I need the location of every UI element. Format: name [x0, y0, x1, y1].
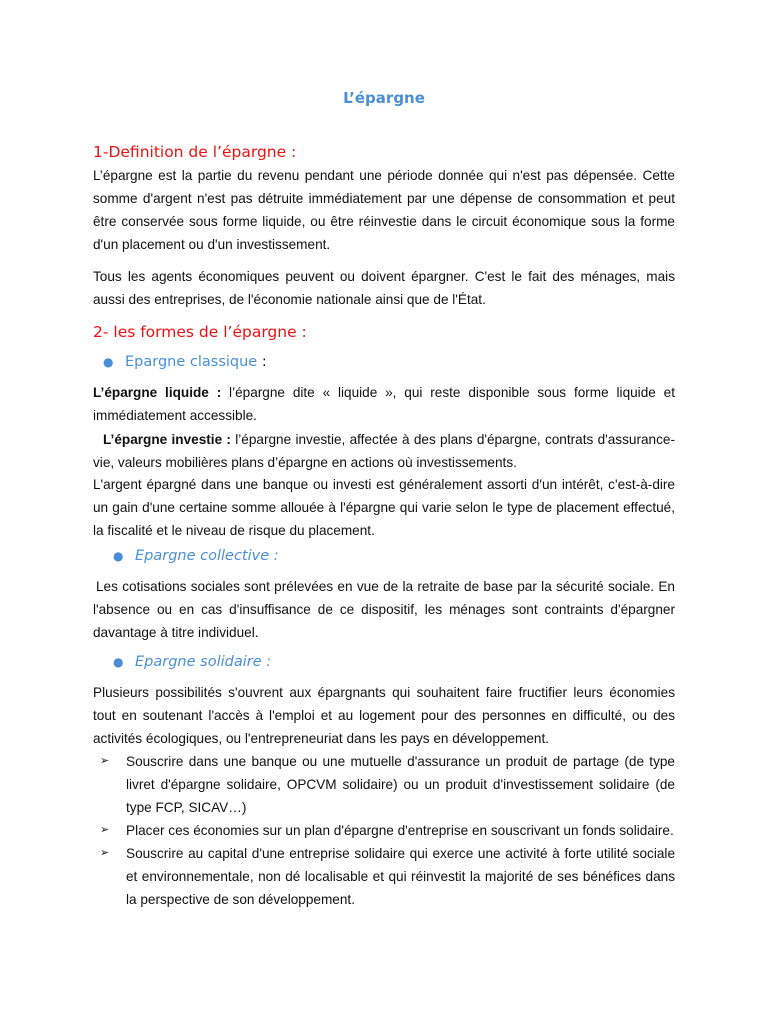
liquide-text: l’épargne dite « liquide », qui reste disponible sous forme liquide et immédiatement accessible. — [93, 385, 675, 423]
liquide-term: L’épargne liquide : — [93, 385, 222, 400]
epargne-investie-paragraph — [93, 428, 675, 474]
collective-paragraph: Les cotisations sociales sont prélevées en vue de la retraite de base par la sécurité sociale. En l'absence ou en cas d'insuffisance de ce dispositif, les ménages sont contraints d'épargner davantage à titre individuel. — [93, 579, 675, 640]
bullet-dot-icon: ● — [113, 549, 124, 563]
epargne-liquide-paragraph — [93, 381, 675, 427]
bullet-dot-icon: ● — [113, 655, 124, 669]
bullet-epargne-classique — [103, 354, 267, 370]
investie-text: l’épargne investie, affectée à des plans d'épargne, contrats d'assurance-vie, valeurs mobilières plans d’épargne en actions où investissements. — [93, 432, 675, 470]
page-title: L’épargne — [343, 89, 425, 107]
arrow-bullet-icon: ➢ — [100, 755, 110, 767]
section-2-heading: 2- les formes de l’épargne : — [93, 323, 307, 341]
bullet-epargne-solidaire — [113, 654, 271, 670]
solidaire-paragraph: Plusieurs possibilités s'ouvrent aux épargnants qui souhaitent faire fructifier leurs économies tout en soutenant l'accès à l'emploi et au logement pour des personnes en difficulté, ou des activités écologiques, ou l'entrepreneuriat dans les pays en développement. — [93, 685, 675, 746]
list-item: ➢ Souscrire dans une banque ou une mutuelle d'assurance un produit de partage (de type livret d'épargne solidaire, OPCVM solidaire) ou un produit d'investissement solidaire (de type FCP, SICAV…) — [100, 750, 675, 819]
collective-label: Epargne collective : — [135, 548, 279, 564]
classique-colon: : — [261, 354, 267, 370]
arrow-bullet-icon: ➢ — [100, 824, 110, 836]
arrow-bullet-icon: ➢ — [100, 847, 110, 859]
classique-label: Epargne classique — [125, 354, 258, 370]
agents-paragraph: Tous les agents économiques peuvent ou doivent épargner. C'est le fait des ménages, mais aussi des entreprises, de l'économie nationale ainsi que de l'État. — [93, 269, 675, 307]
list-item: ➢ Souscrire au capital d'une entreprise solidaire qui exerce une activité à forte utilité sociale et environnementale, non dé localisable et qui réinvestit la majorité de ses bénéfices dans la perspective de son développement. — [100, 842, 675, 911]
solidaire-options-list — [100, 750, 675, 911]
list-item: ➢ Placer ces économies sur un plan d'épargne d'entreprise en souscrivant un fonds solidaire. — [100, 819, 675, 842]
bullet-dot-icon: ● — [103, 355, 114, 369]
investie-term: L’épargne investie : — [103, 432, 231, 447]
definition-paragraph: L’épargne est la partie du revenu pendant une période donnée qui n'est pas dépensée. Cette somme d'argent n'est pas détruite immédiatement par une dépense de consommation et peut être conservée sous forme liquide, ou être réinvestie dans le circuit économique sous la forme d'un placement ou d'un investissement. — [93, 168, 675, 252]
interet-paragraph: L'argent épargné dans une banque ou investi est généralement assorti d'un intérêt, c'est-à-dire un gain d'une certaine somme allouée à l'épargne qui varie selon le type de placement effectué, la fiscalité et le niveau de risque du placement. — [93, 477, 675, 538]
solidaire-label: Epargne solidaire : — [135, 654, 272, 670]
bullet-epargne-collective — [113, 548, 279, 564]
section-1-heading: 1-Definition de l’épargne : — [93, 143, 297, 161]
